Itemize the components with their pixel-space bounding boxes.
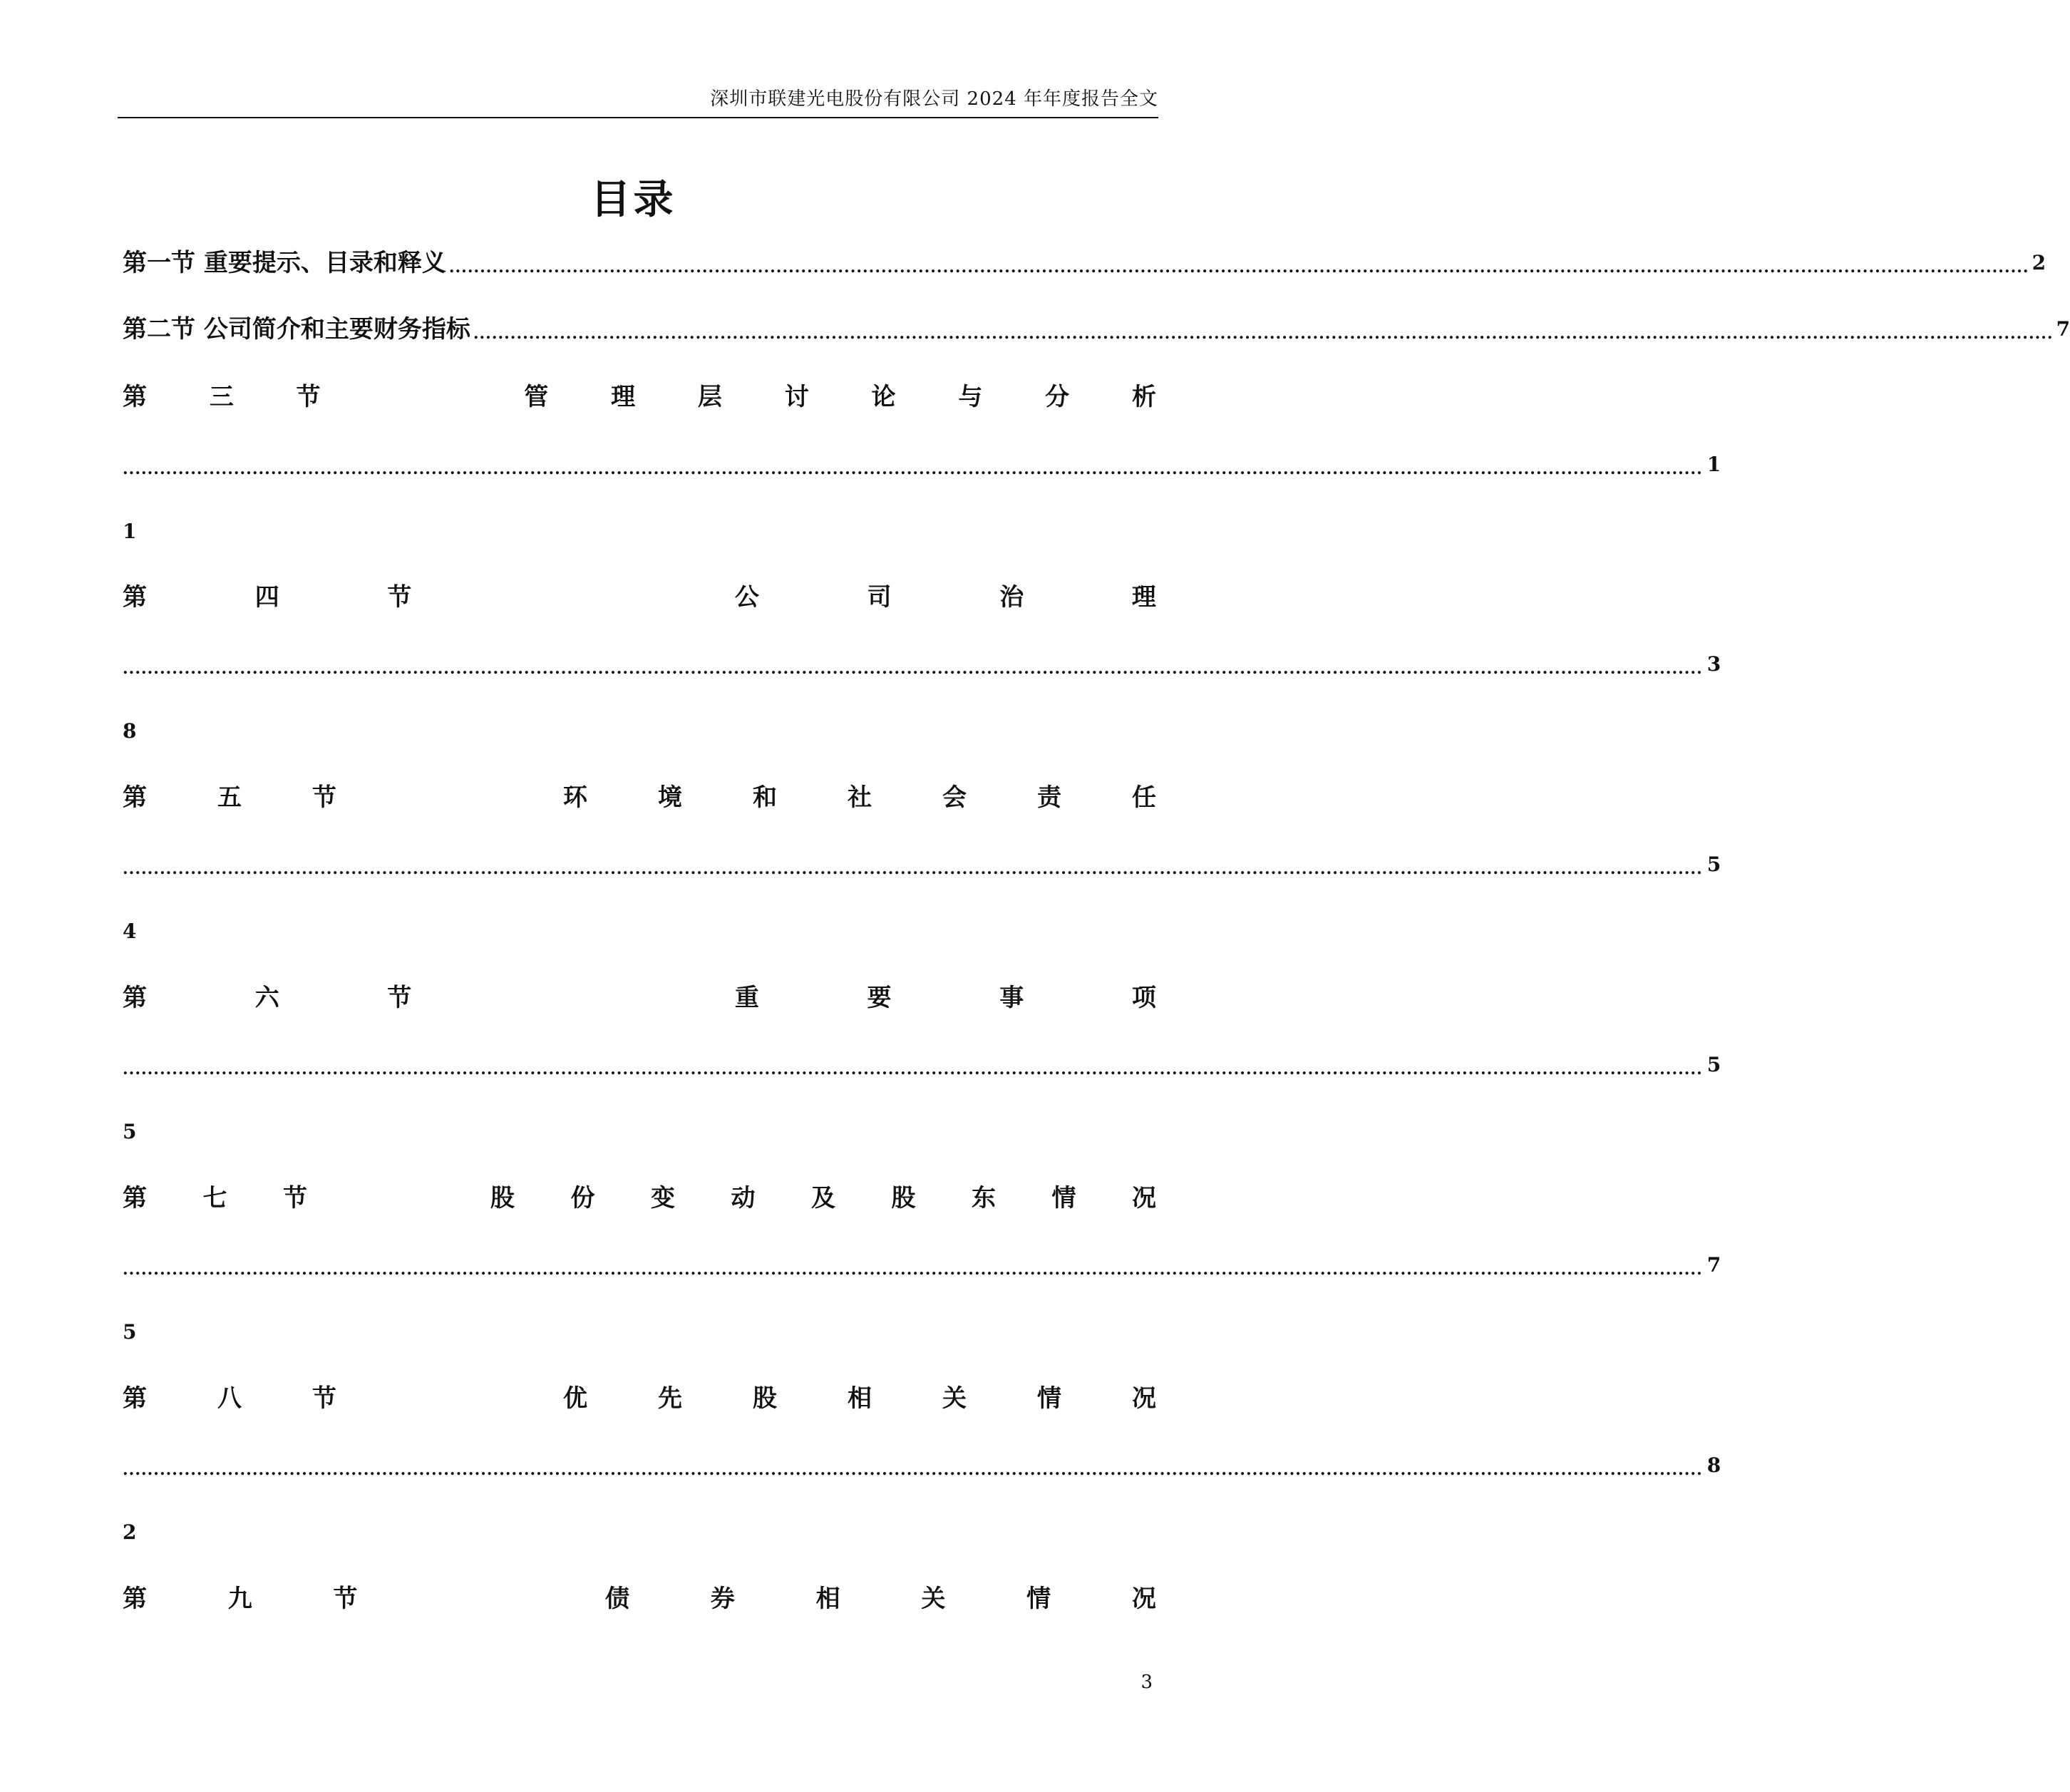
toc-entry-page: 1 — [1706, 453, 1721, 476]
report-header-title: 深圳市联建光电股份有限公司 2024 年年度报告全文 — [710, 88, 1158, 110]
toc-entry-7-leader — [123, 1248, 1721, 1282]
toc-char: 及 — [811, 1184, 835, 1212]
toc-entry-4-leader — [123, 647, 1721, 681]
toc-char: 事 — [999, 984, 1024, 1012]
toc-char: 股 — [490, 1184, 515, 1212]
toc-char: 管 — [524, 383, 549, 411]
toc-char: 九 — [227, 1585, 252, 1613]
toc-char: 节 — [312, 783, 336, 812]
toc-char: 节 — [333, 1585, 358, 1613]
toc-char: 第 — [123, 984, 147, 1012]
toc-entry-label: 第二节 公司简介和主要财务指标 — [123, 315, 470, 344]
toc-entry-1[interactable] — [123, 246, 2046, 280]
toc-entry-9[interactable] — [123, 1582, 1156, 1616]
toc-entry-5-page-cont: 4 — [123, 920, 137, 943]
toc-char: 六 — [254, 984, 279, 1012]
toc-entry-8-leader — [123, 1448, 1721, 1483]
dot-leader: ................................................................................................................................................................................................................................................................ — [123, 1461, 1703, 1479]
toc-char: 理 — [611, 383, 636, 411]
toc-char: 八 — [217, 1384, 242, 1413]
dot-leader: ................................................................................................................................................................................................................................................................ — [123, 460, 1703, 478]
toc-entry-page: 3 — [1706, 652, 1721, 676]
toc-entry-3[interactable] — [123, 380, 1156, 414]
toc-char: 节 — [296, 383, 321, 411]
toc-entry-5-leader — [123, 848, 1721, 882]
toc-char: 债 — [605, 1585, 630, 1613]
toc-entry-page: 8 — [1706, 1453, 1721, 1477]
toc-char: 讨 — [784, 383, 809, 411]
toc-char: 社 — [848, 783, 872, 812]
toc-entry-8[interactable] — [123, 1381, 1156, 1416]
toc-char: 情 — [1037, 1384, 1061, 1413]
toc-entry-6-page-cont: 5 — [123, 1120, 137, 1143]
toc-char: 会 — [942, 783, 967, 812]
toc-char: 环 — [563, 783, 587, 812]
toc-char: 节 — [387, 583, 412, 612]
toc-char: 重 — [734, 984, 759, 1012]
toc-char: 变 — [651, 1184, 675, 1212]
toc-char: 股 — [753, 1384, 777, 1413]
toc-entry-4-page-cont: 8 — [123, 719, 137, 743]
toc-char: 要 — [867, 984, 892, 1012]
dot-leader: ................................................................................................................................................................................................................................................................ — [123, 1260, 1703, 1279]
toc-char: 情 — [1026, 1585, 1051, 1613]
toc-char: 券 — [710, 1585, 735, 1613]
dot-leader: ................................................................................................................................................................................................................................................................ — [123, 860, 1703, 878]
toc-char: 东 — [972, 1184, 996, 1212]
toc-entry-8-page-cont: 2 — [123, 1520, 137, 1544]
toc-char: 节 — [387, 984, 412, 1012]
toc-entry-7[interactable] — [123, 1181, 1156, 1215]
toc-entry-6-leader — [123, 1048, 1721, 1082]
toc-char: 优 — [563, 1384, 587, 1413]
toc-char: 况 — [1132, 1384, 1156, 1413]
toc-char: 第 — [123, 1184, 147, 1212]
toc-entry-page: 2 — [2032, 251, 2046, 274]
dot-leader: ................................................................................................................................................................................................................................................................ — [123, 659, 1703, 678]
toc-char: 节 — [312, 1384, 336, 1413]
toc-entry-3-page-cont: 1 — [123, 520, 137, 543]
toc-char: 份 — [570, 1184, 595, 1212]
dot-leader: ................................................................................................................................................................................................................................................................ — [123, 1060, 1703, 1078]
toc-char: 三 — [209, 383, 234, 411]
header-divider — [118, 117, 1158, 118]
toc-char: 层 — [697, 383, 722, 411]
toc-char: 节 — [283, 1184, 307, 1212]
toc-char: 析 — [1131, 383, 1156, 411]
toc-char: 先 — [658, 1384, 682, 1413]
toc-char: 和 — [753, 783, 777, 812]
toc-entry-label: 第一节 重要提示、目录和释义 — [123, 249, 446, 277]
toc-char: 分 — [1045, 383, 1070, 411]
toc-entry-page: 7 — [1706, 1253, 1721, 1277]
toc-char: 司 — [867, 583, 892, 612]
toc-char: 四 — [254, 583, 279, 612]
toc-char: 股 — [891, 1184, 916, 1212]
toc-entry-5[interactable] — [123, 781, 1156, 815]
toc-char: 第 — [123, 1384, 147, 1413]
toc-char: 公 — [734, 583, 759, 612]
toc-entry-3-leader — [123, 448, 1721, 482]
toc-char: 关 — [942, 1384, 967, 1413]
toc-entry-7-page-cont: 5 — [123, 1320, 137, 1344]
toc-entry-6[interactable] — [123, 981, 1156, 1015]
toc-char: 责 — [1037, 783, 1061, 812]
toc-entry-4[interactable] — [123, 580, 1156, 614]
toc-char: 理 — [1131, 583, 1156, 612]
toc-char: 关 — [921, 1585, 946, 1613]
toc-entry-page: 5 — [1706, 1053, 1721, 1076]
toc-char: 况 — [1131, 1585, 1156, 1613]
dot-leader: ................................................................................................................................................................................................................................................................ — [473, 324, 2054, 343]
toc-char: 第 — [123, 1585, 147, 1613]
toc-char: 况 — [1132, 1184, 1156, 1212]
toc-char: 第 — [123, 583, 147, 612]
toc-char: 情 — [1051, 1184, 1076, 1212]
toc-char: 动 — [731, 1184, 756, 1212]
toc-title: 目录 — [590, 176, 676, 223]
dot-leader: ................................................................................................................................................................................................................................................................ — [448, 258, 2029, 277]
toc-char: 七 — [202, 1184, 227, 1212]
toc-char: 第 — [123, 383, 147, 411]
toc-char: 任 — [1132, 783, 1156, 812]
toc-char: 五 — [217, 783, 242, 812]
page-number: 3 — [1140, 1672, 1153, 1693]
toc-char: 项 — [1131, 984, 1156, 1012]
toc-char: 境 — [658, 783, 682, 812]
toc-char: 治 — [999, 583, 1024, 612]
toc-char: 与 — [958, 383, 983, 411]
toc-entry-page: 5 — [1706, 853, 1721, 876]
toc-entry-2[interactable] — [123, 312, 2070, 346]
toc-char: 相 — [815, 1585, 840, 1613]
toc-char: 论 — [871, 383, 896, 411]
toc-char: 相 — [848, 1384, 872, 1413]
toc-entry-page: 7 — [2056, 317, 2070, 341]
toc-char: 第 — [123, 783, 147, 812]
